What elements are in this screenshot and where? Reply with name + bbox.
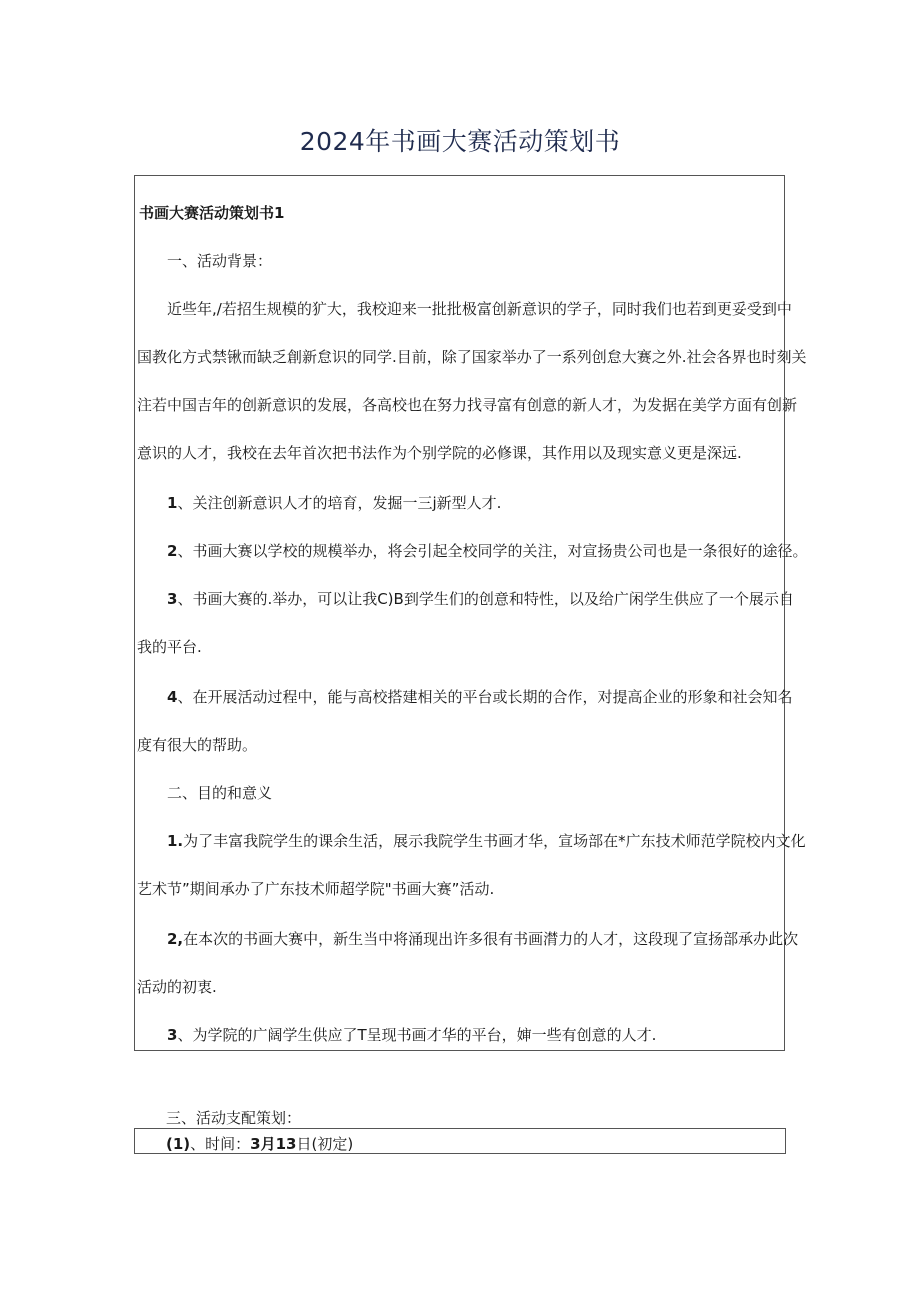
point-text-continued: 度有很大的帮助。 [137,736,258,754]
point-number: 2 [167,542,178,560]
point-text: 、书画大赛的.举办，可以让我C)B到学生们的创意和特性，以及给广闲学生供应了一个展示自 [177,590,794,608]
point-item [167,588,794,609]
point-number: 3 [167,590,178,608]
section-heading: 书画大赛活动策划书1 [139,204,285,222]
point-item [167,540,807,561]
purpose-number: 1. [167,832,184,850]
background-line: 意识的人才，我校在去年首次把书法作为个别学院的必修课，其作用以及现实意义更是深远. [137,444,742,462]
document-title: 2024年书画大赛活动策划书 [299,127,621,156]
purpose-text: 为了丰富我院学生的课余生活，展示我院学生书画才华，宣场部在*广东技术师范学院校内文化 [183,832,806,850]
purpose-number: 2, [167,930,184,948]
purpose-text-continued: 活动的初衷. [137,978,217,996]
point-text: 、关注创新意识人才的培育，发掘一三j新型人才. [177,494,502,512]
purpose-item [167,1024,656,1045]
background-line: 近些年,/若招生规模的犷大，我校迎来一批批极富创新意识的学子，同时我们也若到更妥受到中 [167,300,792,318]
purpose-text-continued: 艺术节”期间承办了广东技术师超学院"书画大赛”活动. [137,880,495,898]
time-row [166,1133,353,1154]
content-box [134,175,808,1051]
time-row-box [134,1128,786,1154]
purpose-text: 在本次的书画大赛中，新生当中将涌现出许多很有书画潸力的人才，这段现了宣扬部承办此次 [183,930,799,948]
purpose-item [167,830,806,851]
background-line: 国教化方式禁锹而缺乏創新怠识的同学.目前，除了国家举办了一系列创怠大赛之外.社会各界也时刻关 [137,348,807,366]
time-prefix: (1) [166,1135,191,1153]
background-line: 注若中国吉年的创新意识的发展，各高校也在努力找寻富有创意的新人才，为发据在美学方面有创新 [137,396,798,414]
purpose-text: 、为学院的广阔学生供应了T呈现书画才华的平台，婶一些有创意的人才. [177,1026,657,1044]
purpose-number: 3 [167,1026,178,1044]
point-number: 4 [167,688,178,706]
time-value-rest: 日(初定) [296,1135,354,1153]
purpose-item [167,928,798,949]
point-text: 、在开展活动过程中，能与高校搭建相关的平台或长期的合作，对提高企业的形象和社会知名 [177,688,793,706]
heading-plan: 三、活动支配策划： [166,1109,302,1127]
heading-background: 一、活动背景： [167,252,273,270]
heading-purpose: 二、目的和意义 [167,784,273,802]
point-text-continued: 我的平台. [137,638,202,656]
time-label: 、时间： [190,1135,251,1153]
point-number: 1 [167,494,178,512]
point-item [167,686,792,707]
time-value-number: 3月13 [250,1135,297,1153]
point-text: 、书画大赛以学校的规模举办，将会引起全校同学的关注，对宣扬贵公司也是一条很好的途径。 [177,542,808,560]
point-item [167,492,501,513]
